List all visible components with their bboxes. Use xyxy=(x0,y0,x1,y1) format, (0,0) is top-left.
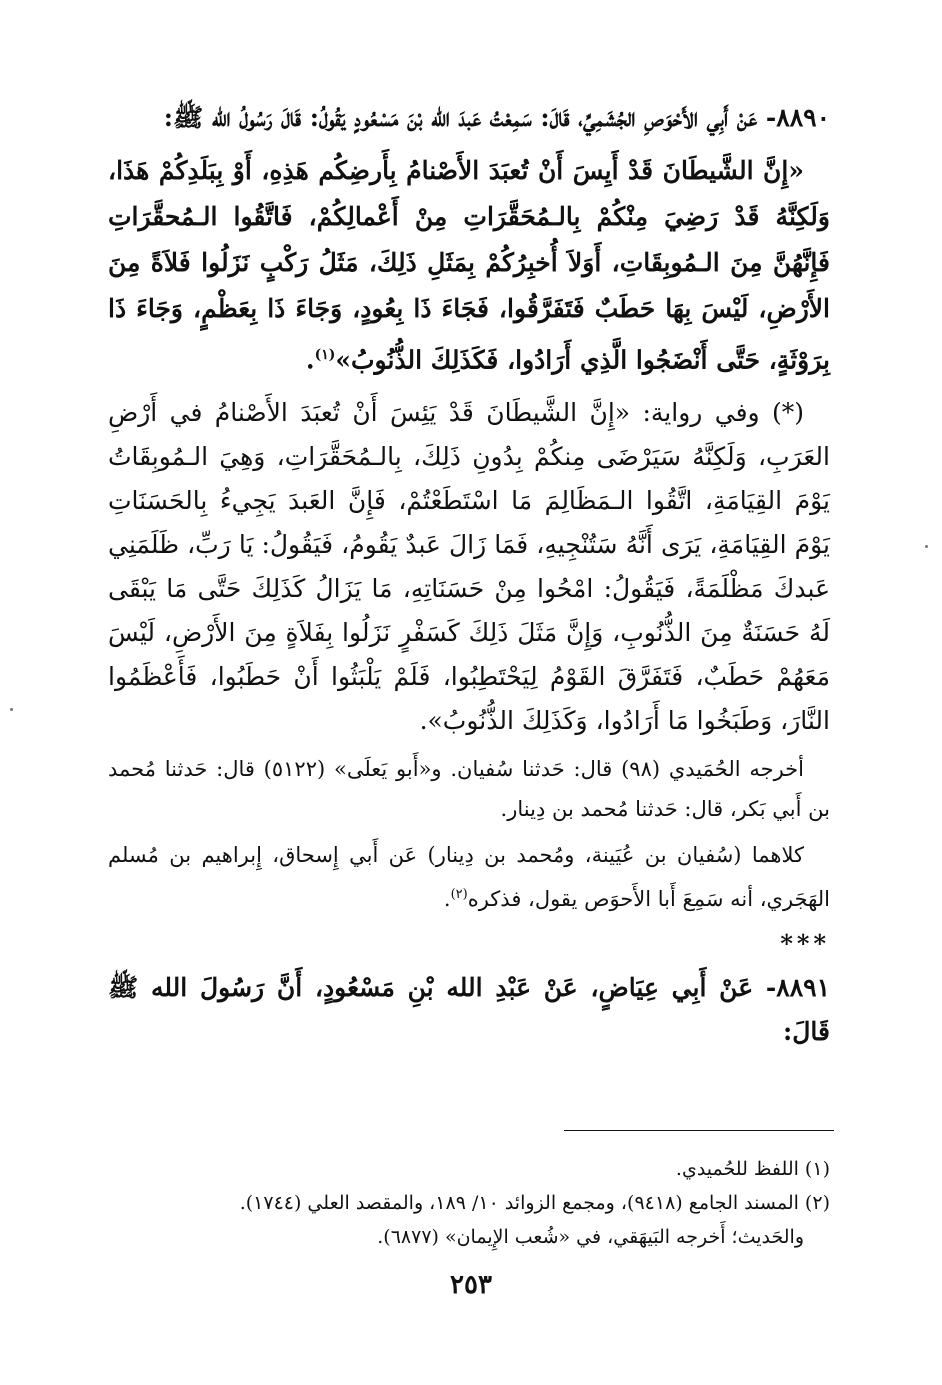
hadith-8890-text: «إِنَّ الشَّيطَانَ قَدْ أَيِسَ أَنْ تُعبَدَ الأَصْنامُ بِأَرضِكُم هَذِهِ، أَوْ بِبَلَدِكُمْ هَذَا، وَلَكِنَّهُ قَدْ رَضِيَ مِنْكُمْ بِالـمُحَقَّرَاتِ مِنْ أَعْمالِكُمْ، فَاتَّقُوا الـمُحقَّرَاتِ فَإِنَّهُنَّ مِنَ الـمُوبِقَاتِ، أَوَلاَ أُخبِرُكُمْ بِمَثَلِ ذَلِكَ، مَثَلُ رَكْبٍ نَزَلُوا فَلاَةً مِنَ الأَرْضِ، لَيْسَ بِهَا حَطَبٌ فَتَفَرَّقُوا، فَجَاءَ ذَا بِعُودٍ، وَجَاءَ ذَا بِعَظْمٍ، وَجَاءَ ذَا بِرَوْثَةٍ، حَتَّى أَنْضَجُوا الَّذِي أَرَادُوا، فَكَذَلِكَ الذُّنُوبُ»$^{(١)}$. xyxy=(108,156,830,375)
footnote-2-continuation: والحَديث؛ أَخرجه البَيهَقي، في «شُعب الإِيمان» (٦٨٧٧). xyxy=(377,1226,804,1248)
hadith-8891-heading: ٨٨٩١- عَنْ أَبِي عِيَاضٍ، عَنْ عَبْدِ الله بْنِ مَسْعُودٍ، أَنَّ رَسُولَ الله ﷺ قَالَ: xyxy=(108,973,830,1047)
page-number: ٢٥٣ xyxy=(450,1270,492,1300)
footnote-ref-1[interactable]: (١) xyxy=(314,347,336,363)
footnote-2: (٢) المسند الجامع (٩٤١٨)، ومجمع الزوائد ١٠/ ١٨٩، والمقصد العلي (١٧٤٤). xyxy=(239,1192,830,1214)
takhrij-paragraph-1: أخرجه الحُمَيدي (٩٨) قال: حَدثنا سُفيان. و«أَبو يَعلَى» (٥١٢٢) قال: حَدثنا مُحمد بن أَبي بَكر، قال: حَدثنا مُحمد بن دِينار. xyxy=(108,757,830,822)
footnotes xyxy=(108,1152,830,1254)
scan-speck xyxy=(925,545,928,548)
hadith-8890-heading: ٨٨٩٠- عَنْ أَبِي الأَحْوَصِ الجُشَمِيِّ، قَالَ: سَمِعْتُ عَبدَ الله بْنَ مَسْعُودٍ يَقُولُ: قَالَ رَسُولُ الله ﷺ: xyxy=(163,103,830,132)
main-text xyxy=(108,96,830,1054)
footnote-ref-2[interactable]: (٢) xyxy=(450,887,468,903)
scan-speck xyxy=(10,708,13,711)
footnote-1: (١) اللفظ للحُميدي. xyxy=(675,1158,830,1180)
takhrij-paragraph-2: كلاهما (سُفيان بن عُيَينة، ومُحمد بن دِينار) عَن أَبي إِسحاق، إِبراهيم بن مُسلم الهَجَري، أنه سَمِعَ أَبا الأَحوَص يقول، فذكره$^{(٢)}$. xyxy=(108,843,830,912)
footnote-divider xyxy=(564,1130,834,1131)
alternate-narration: (*) وفي رواية: «إِنَّ الشَّيطَانَ قَدْ يَئِسَ أَنْ تُعبَدَ الأَصْنامُ في أَرْضِ العَرَبِ، وَلَكِنَّهُ سَيَرْضَى مِنكُمْ بِدُونِ ذَلِكَ، بِالـمُحَقَّرَاتِ، وَهِيَ الـمُوبِقَاتُ يَوْمَ القِيَامَةِ، اتَّقُوا الـمَظَالِمَ مَا اسْتَطَعْتُمْ، فَإِنَّ العَبدَ يَجِيءُ بِالحَسَنَاتِ يَوْمَ القِيَامَةِ، يَرَى أَنَّهُ سَتُنْجِيهِ، فَمَا زَالَ عَبدٌ يَقُومُ، فَيَقُولُ: يَا رَبِّ، ظَلَمَنِي عَبدكَ مَظْلَمَةً، فَيَقُولُ: امْحُوا مِنْ حَسَنَاتِهِ، مَا يَزَالُ كَذَلِكَ حَتَّى مَا يَبْقَى لَهُ حَسَنَةٌ مِنَ الذُّنُوبِ، وَإِنَّ مَثَلَ ذَلِكَ كَسَفْرٍ نَزَلُوا بِفَلاَةٍ مِنَ الأَرْضِ، لَيْسَ مَعَهُمْ حَطَبٌ، فَتَفَرَّقَ القَوْمُ لِيَحْتَطِبُوا، فَلَمْ يَلْبَثُوا أَنْ حَطَبُوا، فَأَعْظَمُوا النَّارَ، وَطَبَخُوا مَا أَرَادُوا، وَكَذَلِكَ الذُّنُوبُ». xyxy=(108,398,830,736)
section-separator: *** xyxy=(780,929,830,959)
